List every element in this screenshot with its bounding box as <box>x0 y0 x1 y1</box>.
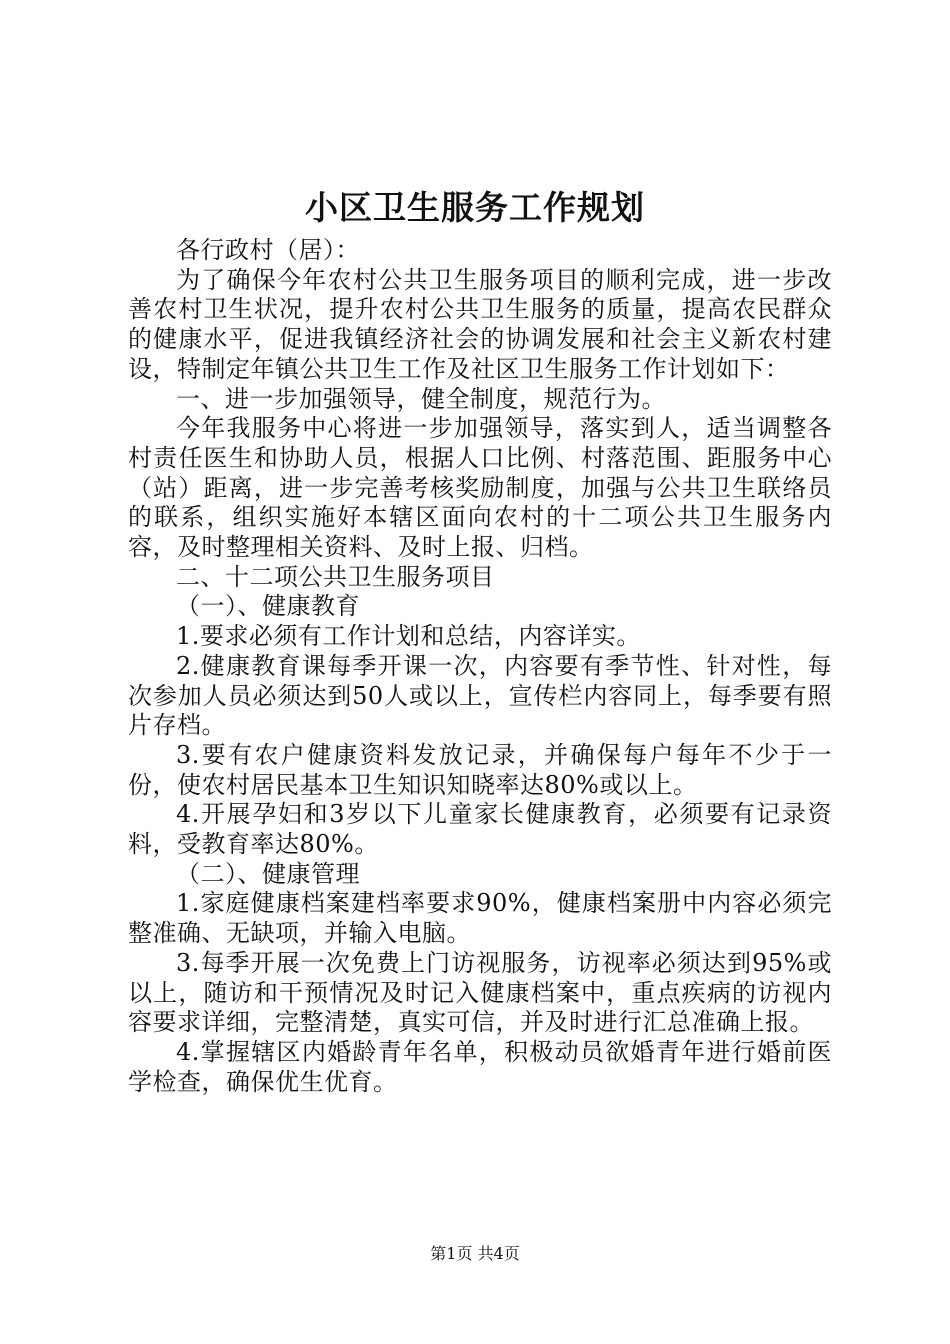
paragraph-section-1: 今年我服务中心将进一步加强领导，落实到人，适当调整各村责任医生和协助人员，根据人口比例、村落范围、距服务中心（站）距离，进一步完善考核奖励制度，加强与公共卫生联络员的联系，组织实施好本辖区面向农村的十二项公共卫生服务内容，及时整理相关资料、及时上报、归档。 <box>128 414 832 562</box>
subsection-heading-health-education: （一）、健康教育 <box>176 592 360 621</box>
subsection-heading-health-management: （二）、健康管理 <box>176 859 360 888</box>
section-heading-2: 二、十二项公共卫生服务项目 <box>176 562 495 591</box>
list-item: 4.掌握辖区内婚龄青年名单，积极动员欲婚青年进行婚前医学检查，确保优生优育。 <box>128 1037 832 1096</box>
document-body <box>128 236 832 1097</box>
section-heading-1: 一、进一步加强领导，健全制度，规范行为。 <box>176 384 666 413</box>
list-item: 3.每季开展一次免费上门访视服务，访视率必须达到95%或以上，随访和干预情况及时记入健康档案中，重点疾病的访视内容要求详细，完整清楚，真实可信，并及时进行汇总准确上报。 <box>128 948 832 1037</box>
list-item: 1.要求必须有工作计划和总结，内容详实。 <box>176 622 641 651</box>
paragraph-intro: 为了确保今年农村公共卫生服务项目的顺利完成，进一步改善农村卫生状况，提升农村公共卫生服务的质量，提高农民群众的健康水平，促进我镇经济社会的协调发展和社会主义新农村建设，特制定年镇公共卫生工作及社区卫生服务工作计划如下： <box>128 265 832 383</box>
list-item: 4.开展孕妇和3岁以下儿童家长健康教育，必须要有记录资料，受教育率达80%。 <box>128 800 832 859</box>
document-title: 小区卫生服务工作规划 <box>305 188 645 227</box>
page-footer: 第1页 共4页 <box>430 1244 520 1263</box>
list-item: 2.健康教育课每季开课一次，内容要有季节性、针对性，每次参加人员必须达到50人或以上，宣传栏内容同上，每季要有照片存档。 <box>128 651 832 740</box>
paragraph-salutation: 各行政村（居）： <box>176 236 360 264</box>
list-item: 1.家庭健康档案建档率要求90%，健康档案册中内容必须完整准确、无缺项，并输入电脑。 <box>128 889 832 948</box>
list-item: 3.要有农户健康资料发放记录，并确保每户每年不少于一份，使农村居民基本卫生知识知晓率达80%或以上。 <box>128 740 832 799</box>
